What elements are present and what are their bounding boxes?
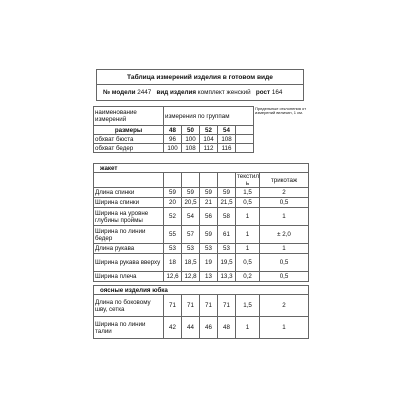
value-cell: 46 bbox=[200, 317, 218, 339]
size-cell: 52 bbox=[200, 126, 218, 135]
knit-cell: 0,5 bbox=[260, 254, 309, 272]
value-cell: 52 bbox=[164, 208, 182, 226]
table-row bbox=[94, 244, 309, 254]
table-row bbox=[94, 295, 309, 317]
value-cell: 53 bbox=[200, 244, 218, 254]
knit-cell: ± 2,0 bbox=[260, 226, 309, 244]
empty-cell bbox=[236, 135, 254, 144]
value-cell: 53 bbox=[218, 244, 236, 254]
value-cell: 44 bbox=[182, 317, 200, 339]
value-cell: 116 bbox=[218, 144, 236, 153]
textile-cell: 1 bbox=[236, 226, 260, 244]
item-type-label: вид изделия bbox=[156, 89, 197, 96]
table-row bbox=[94, 254, 309, 272]
skirt-section-header: оясные изделия юбка bbox=[94, 286, 309, 295]
textile-cell: 0,2 bbox=[236, 272, 260, 282]
table-row bbox=[94, 317, 309, 339]
value-cell: 12,8 bbox=[182, 272, 200, 282]
value-cell: 53 bbox=[164, 244, 182, 254]
knit-cell: 2 bbox=[260, 295, 309, 317]
knit-cell: 0,5 bbox=[260, 272, 309, 282]
value-cell: 59 bbox=[200, 226, 218, 244]
value-cell: 59 bbox=[200, 188, 218, 198]
value-cell: 21 bbox=[200, 198, 218, 208]
row-label: Длина по боковому шву, сетка bbox=[94, 295, 164, 317]
value-cell: 21,5 bbox=[218, 198, 236, 208]
row-label: Ширина на уровне глубины проймы bbox=[94, 208, 164, 226]
value-cell: 19 bbox=[200, 254, 218, 272]
table-row bbox=[94, 226, 309, 244]
knit-cell: 0,5 bbox=[260, 198, 309, 208]
sizes-label: размеры bbox=[94, 126, 164, 135]
jacket-table bbox=[93, 163, 309, 282]
knit-header: трикотаж bbox=[260, 173, 309, 188]
value-cell: 59 bbox=[164, 188, 182, 198]
value-cell: 58 bbox=[218, 208, 236, 226]
row-label: Ширина по линии бедер bbox=[94, 226, 164, 244]
value-cell: 53 bbox=[182, 244, 200, 254]
value-cell: 59 bbox=[182, 188, 200, 198]
table-row bbox=[94, 272, 309, 282]
textile-cell: 1 bbox=[236, 244, 260, 254]
item-type-value: комплект женский bbox=[197, 89, 251, 96]
name-header: наименование измерений bbox=[94, 107, 164, 126]
value-cell: 100 bbox=[164, 144, 182, 153]
value-cell: 18,5 bbox=[182, 254, 200, 272]
textile-cell: 0,5 bbox=[236, 198, 260, 208]
value-cell: 56 bbox=[200, 208, 218, 226]
model-label: № модели bbox=[103, 89, 136, 96]
knit-cell: 1 bbox=[260, 317, 309, 339]
knit-cell: 1 bbox=[260, 244, 309, 254]
table-row bbox=[94, 208, 309, 226]
value-cell: 108 bbox=[218, 135, 236, 144]
size-cell: 50 bbox=[182, 126, 200, 135]
value-cell: 71 bbox=[200, 295, 218, 317]
row-label: Ширина рукава вверху bbox=[94, 254, 164, 272]
row-label: Ширина плеча bbox=[94, 272, 164, 282]
row-label: обхват бюста bbox=[94, 135, 164, 144]
textile-header: текстил ь bbox=[237, 173, 259, 187]
textile-cell: 1,5 bbox=[236, 295, 260, 317]
value-cell: 19,5 bbox=[218, 254, 236, 272]
empty-cell bbox=[236, 144, 254, 153]
value-cell: 96 bbox=[164, 135, 182, 144]
row-label: Длина спинки bbox=[94, 188, 164, 198]
knit-cell: 2 bbox=[260, 188, 309, 198]
value-cell: 71 bbox=[218, 295, 236, 317]
value-cell: 71 bbox=[182, 295, 200, 317]
table-row bbox=[94, 188, 309, 198]
size-cell: 48 bbox=[164, 126, 182, 135]
empty-cell bbox=[236, 126, 254, 135]
row-label: Ширина по линии талии bbox=[94, 317, 164, 339]
value-cell: 13 bbox=[200, 272, 218, 282]
value-cell: 42 bbox=[164, 317, 182, 339]
textile-cell: 1 bbox=[236, 208, 260, 226]
value-cell: 12,6 bbox=[164, 272, 182, 282]
sizes-table bbox=[93, 106, 309, 153]
value-cell: 104 bbox=[200, 135, 218, 144]
value-cell: 112 bbox=[200, 144, 218, 153]
row-label: Длина рукава bbox=[94, 244, 164, 254]
value-cell: 13,3 bbox=[218, 272, 236, 282]
textile-cell: 1 bbox=[236, 317, 260, 339]
value-cell: 61 bbox=[218, 226, 236, 244]
height-value: 164 bbox=[271, 89, 283, 96]
value-cell: 54 bbox=[182, 208, 200, 226]
value-cell: 18 bbox=[164, 254, 182, 272]
tolerance-note: Предельные отклонения от измерений величин, 1 см. bbox=[255, 106, 307, 116]
table-row bbox=[94, 144, 309, 153]
height-label: рост bbox=[255, 89, 271, 96]
model-info-row bbox=[96, 85, 304, 101]
value-cell: 57 bbox=[182, 226, 200, 244]
textile-cell: 0,5 bbox=[236, 254, 260, 272]
row-label: Ширина спинки bbox=[94, 198, 164, 208]
value-cell: 108 bbox=[182, 144, 200, 153]
value-cell: 55 bbox=[164, 226, 182, 244]
document-title: Таблица измерений изделия в готовом виде bbox=[96, 69, 304, 85]
skirt-table bbox=[93, 285, 309, 339]
row-label: обхват бедер bbox=[94, 144, 164, 153]
value-cell: 20,5 bbox=[182, 198, 200, 208]
table-row bbox=[94, 135, 309, 144]
value-cell: 20 bbox=[164, 198, 182, 208]
textile-cell: 1,5 bbox=[236, 188, 260, 198]
value-cell: 71 bbox=[164, 295, 182, 317]
groups-header: измерения по группам bbox=[164, 107, 254, 126]
jacket-section-header: жакет bbox=[94, 164, 309, 173]
value-cell: 100 bbox=[182, 135, 200, 144]
table-row bbox=[94, 198, 309, 208]
knit-cell: 1 bbox=[260, 208, 309, 226]
value-cell: 59 bbox=[218, 188, 236, 198]
model-number: 2447 bbox=[137, 89, 152, 96]
size-cell: 54 bbox=[218, 126, 236, 135]
value-cell: 48 bbox=[218, 317, 236, 339]
